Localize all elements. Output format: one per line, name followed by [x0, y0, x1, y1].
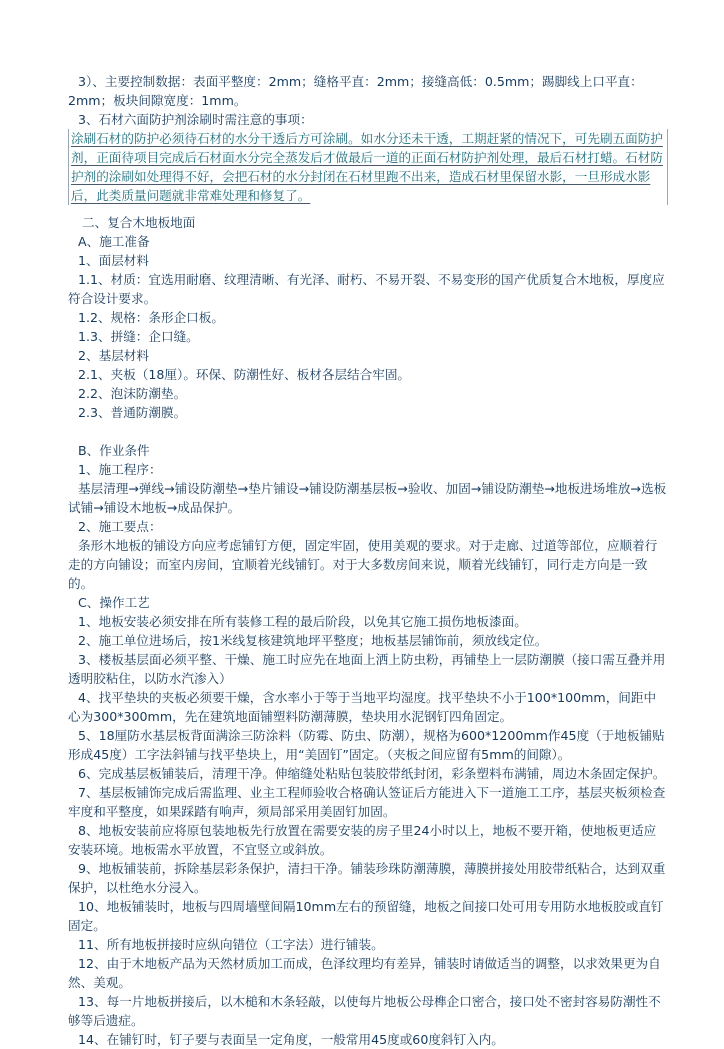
process-step: 12、由于木地板产品为天然材质加工而成，色泽纹理均有差异，铺装时请做适当的调整，以求效果更为自然、美观。 — [68, 956, 661, 990]
procedure-title: 1、施工程序： — [78, 462, 162, 477]
procedure-text: 基层清理→弹线→铺设防潮垫→垫片铺设→铺设防潮基层板→验收、加固→铺设防潮垫→地板进场堆放→选板试铺→铺设木地板→成品保护。 — [68, 481, 667, 515]
process-step: 7、基层板铺饰完成后需监理、业主工程师验收合格确认签证后方能进入下一道施工工序，基层夹板须检查牢度和平整度，如果踩踏有响声，须局部采用美固钉加固。 — [68, 785, 666, 819]
process-step: 6、完成基层板铺装后，清理干净。伸缩缝处粘贴包装胶带纸封闭，彩条塑料布满铺，周边木条固定保护。 — [78, 766, 666, 781]
process-step: 1、地板安装必须安排在所有装修工程的最后阶段，以免其它施工损伤地板漆面。 — [78, 614, 527, 629]
stone-protection-heading: 3、石材六面防护剂涂刷时需注意的事项： — [78, 112, 313, 127]
subsection-b-title: B、作业条件 — [78, 443, 150, 458]
surface-material-title: 1、面层材料 — [78, 253, 149, 268]
process-step: 5、18厘防水基层板背面满涂三防涂料（防霉、防虫、防潮），规格为600*1200mm作45度（于地板铺贴形成45度）工字法斜铺与找平垫块上，用“美固钉”固定。（夹板之间应留有5mm的间隙）。 — [68, 728, 665, 762]
process-step: 4、找平垫块的夹板必须要干燥，含水率小于等于当地平均湿度。找平垫块不小于100*100mm，间距中心为300*300mm，先在建筑地面铺塑料防潮薄膜，垫块用水泥钢钉四角固定。 — [68, 690, 657, 724]
key-points-text: 条形木地板的铺设方向应考虑铺钉方便，固定牢固，使用美观的要求。对于走廊、过道等部位，应顺着行走的方向铺设；而室内房间，宜顺着光线铺钉。对于大多数房间来说，顺着光线铺钉，同行走方向是一致的。 — [68, 538, 658, 591]
section-title: 二、复合木地板地面 — [82, 215, 196, 230]
moisture-film-spec: 2.3、普通防潮膜。 — [78, 405, 187, 420]
key-points-title: 2、施工要点： — [78, 519, 162, 534]
joint-spec: 1.3、拼缝：企口缝。 — [78, 329, 199, 344]
process-step: 14、在铺钉时，钉子要与表面呈一定角度，一般常用45度或60度斜钉入内。 — [78, 1032, 504, 1047]
subsection-c-title: C、操作工艺 — [78, 595, 150, 610]
process-step: 9、地板铺装前，拆除基层彩条保护，清扫干净。铺装珍珠防潮薄膜，薄膜拼接处用胶带纸粘合，达到双重保护，以杜绝水分浸入。 — [68, 861, 666, 895]
base-material-title: 2、基层材料 — [78, 348, 149, 363]
process-step: 13、每一片地板拼接后，以木槌和木条轻敲，以使每片地板公母榫企口密合，接口处不密封容易防潮性不够等后遗症。 — [68, 994, 661, 1028]
size-spec: 1.2、规格：条形企口板。 — [78, 310, 224, 325]
foam-pad-spec: 2.2、泡沫防潮垫。 — [78, 386, 187, 401]
process-step: 8、地板安装前应将原包装地板先行放置在需要安装的房子里24小时以上，地板不要开箱，使地板更适应安装环境。地板需水平放置，不宜竖立或斜放。 — [68, 823, 657, 857]
plywood-spec: 2.1、夹板（18厘）。环保、防潮性好、板材各层结合牢固。 — [78, 367, 411, 382]
process-step: 3、楼板基层面必须平整、干燥、施工时应先在地面上洒上防虫粉，再铺垫上一层防潮膜（接口需互叠并用透明胶粘住，以防水汽渗入） — [68, 652, 666, 686]
control-data-paragraph: 3）、主要控制数据：表面平整度：2mm；缝格平直：2mm；接缝高低：0.5mm；踢脚线上口平直：2mm；板块间隙宽度：1mm。 — [68, 74, 643, 108]
subsection-a-title: A、施工准备 — [78, 234, 150, 249]
process-step: 2、施工单位进场后，按1米线复核建筑地坪平整度；地板基层铺饰前，须放线定位。 — [78, 633, 548, 648]
process-step: 11、所有地板拼接时应纵向错位（工字法）进行铺装。 — [78, 937, 384, 952]
material-spec: 1.1、材质：宜选用耐磨、纹理清晰、有光泽、耐朽、不易开裂、不易变形的国产优质复合木地板，厚度应符合设计要求。 — [68, 272, 665, 306]
document-page — [68, 72, 668, 1049]
process-step: 10、地板铺装时，地板与四周墙壁间隔10mm左右的预留缝，地板之间接口处可用专用防水地板胶或直钉固定。 — [68, 899, 664, 933]
stone-protection-note: 涂刷石材的防护必须待石材的水分干透后方可涂刷。如水分还未干透，工期赶紧的情况下，可先刷五面防护剂，正面待项目完成后石材面水分完全蒸发后才做最后一道的正面石材防护剂处理，最后石材打蜡。石材防护剂的涂刷如处理得不好，会把石材的水分封闭在石材里跑不出来，造成石材里保留水影，一旦形成水影后，此类质量问题就非常难处理和修复了。 — [68, 129, 668, 205]
